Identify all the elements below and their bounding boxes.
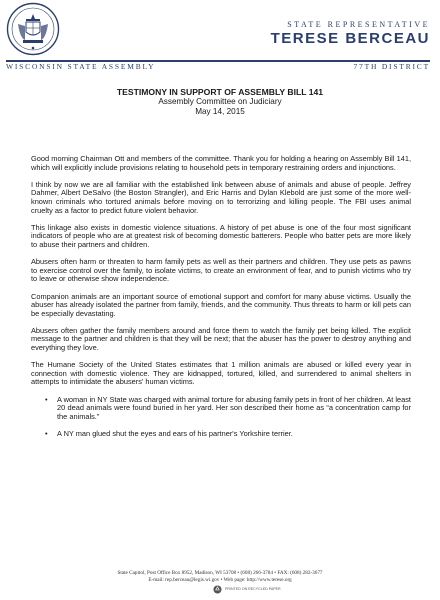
document-title: TESTIMONY IN SUPPORT OF ASSEMBLY BILL 141 [116,87,324,97]
representative-block [271,20,430,47]
paragraph: The Humane Society of the United States estimates that 1 million animals are abused or killed every year in connection with domestic violence. They are kidnapped, tortured, killed, and surrendered to animal shelters in attempts to intimidate the abusers' human victims. [31,360,411,387]
list-item-text: A NY man glued shut the eyes and ears of his partner's Yorkshire terrier. [57,429,293,438]
list-item [45,396,411,422]
paragraph: This linkage also exists in domestic violence situations. A history of pet abuse is one of the four most significant indicators of people who are at greatest risk of becoming domestic batterers. People who batter pets are more likely to abuse their partners and children. [31,222,411,249]
footer [0,570,440,583]
footer-contact: E-mail: rep.berceau@legis.wi.gov • Web page: http://www.terese.org [148,576,292,583]
paragraph: I think by now we are all familiar with the established link between abuse of animals and abuse of people. Jeffrey Dahmer, Albert DeSalvo (the Boston Strangler), and Eric Harris and Dylan Klebold are just some of the more well-known criminals who tortured animals before moving on to terrorizing and killing people. The FBI uses animal cruelty as a factor to predict future violent behavior. [31,179,411,215]
list-item [45,430,411,439]
testimony-body [31,155,411,447]
example-list [31,396,411,439]
paragraph: Companion animals are an important source of emotional support and comfort for many abuse victims. Usually the abuser has already isolated the partner from family, friends, and the community. Thus threats to harm or kill pets can be especially devastating. [31,291,411,318]
representative-name: TERESE BERCEAU [270,30,430,47]
recycle-icon [213,585,222,594]
list-item-text: A woman in NY State was charged with animal torture for abusing family pets in front of her children. At least 20 dead animals were found buried in her yard. Her son described their home as “a concentration camp for the animals.” [57,394,411,421]
recycled-paper-label: PRINTED ON RECYCLED PAPER [225,587,281,591]
paragraph: Abusers often gather the family members around and force them to watch the family pet being killed. The explicit message to the partner and children is that they will be next; that the abuser has the power to destroy anything and everything they love. [31,325,411,353]
footer-address: State Capitol, Post Office Box 8952, Madison, WI 53708 • (608) 266-3784 • FAX: (608) 282-3677 [117,570,323,576]
committee-name: Assembly Committee on Judiciary [158,97,282,106]
bullet-icon: • [45,429,48,438]
bullet-icon: • [45,394,48,404]
wisconsin-seal-icon [6,2,60,56]
document-heading [0,87,440,117]
paragraph: Good morning Chairman Ott and members of the committee. Thank you for holding a hearing on Assembly Bill 141, which will explicitly include provisions relating to household pets in temporary restraining orders and injunctions. [31,154,411,172]
district-name: 77TH DISTRICT [353,62,430,71]
representative-title: STATE REPRESENTATIVE [287,20,430,29]
assembly-name: WISCONSIN STATE ASSEMBLY [6,62,156,71]
paragraph: Abusers often harm or threaten to harm family pets as well as their partners and children. They use pets as pawns to exercise control over the family, to isolate victims, to create an environment of fear, and to punish victims who try to leave or otherwise show independence. [31,257,411,284]
testimony-date: May 14, 2015 [195,107,245,116]
